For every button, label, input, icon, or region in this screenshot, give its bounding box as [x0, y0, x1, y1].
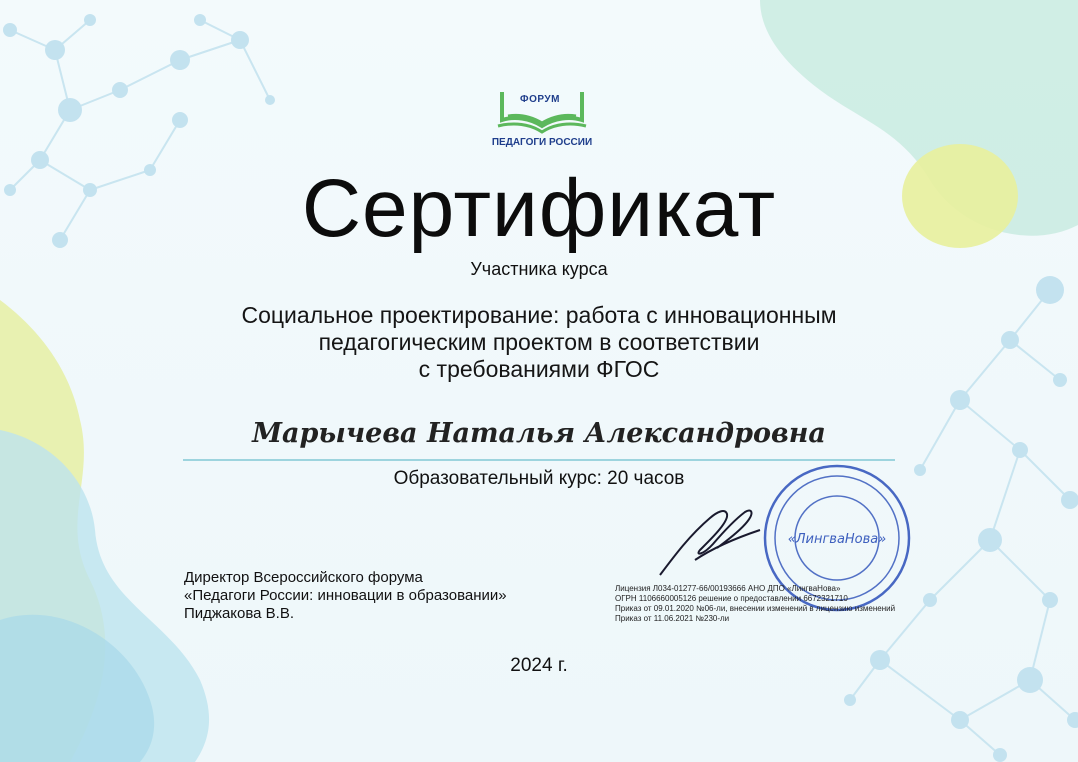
- director-name: Пиджакова В.В.: [184, 605, 295, 622]
- license-line: Приказ от 09.01.2020 №06-ли, внесении изменений в лицензию изменений: [615, 604, 896, 613]
- course-title-line: с требованиями ФГОС: [418, 356, 660, 382]
- certificate-subtitle: Участника курса: [470, 259, 608, 279]
- license-block: [615, 584, 895, 624]
- license-line: Приказ от 11.06.2021 №230-ли: [615, 614, 730, 623]
- course-title-line: Социальное проектирование: работа с инновационным: [241, 302, 837, 328]
- license-line: Лицензия Л034-01277-66/00193666 АНО ДПО «ЛингваНова»: [615, 584, 841, 593]
- license-line: ОГРН 1106660005126 решение о предоставлении 6672321710: [615, 594, 848, 603]
- director-title: Директор Всероссийского форума: [184, 569, 423, 586]
- forum-logo: [492, 86, 602, 152]
- director-block: [184, 569, 507, 623]
- name-underline: [183, 459, 895, 461]
- logo-text-forum: ФОРУМ: [520, 94, 560, 105]
- certificate-year: 2024 г.: [510, 655, 568, 676]
- participant-name: Марычева Наталья Александровна: [252, 418, 826, 449]
- course-duration: Образовательный курс: 20 часов: [393, 468, 685, 489]
- signature-image: [655, 500, 765, 580]
- director-forum: «Педагоги России: инновации в образовании»: [184, 587, 507, 604]
- stamp-center-text: «ЛингваНова»: [787, 532, 887, 547]
- course-title: [180, 302, 898, 383]
- certificate-title: Сертификат: [301, 163, 777, 254]
- course-title-line: педагогическим проектом в соответствии: [318, 329, 760, 355]
- logo-text-pedagogi: ПЕДАГОГИ РОССИИ: [491, 137, 593, 148]
